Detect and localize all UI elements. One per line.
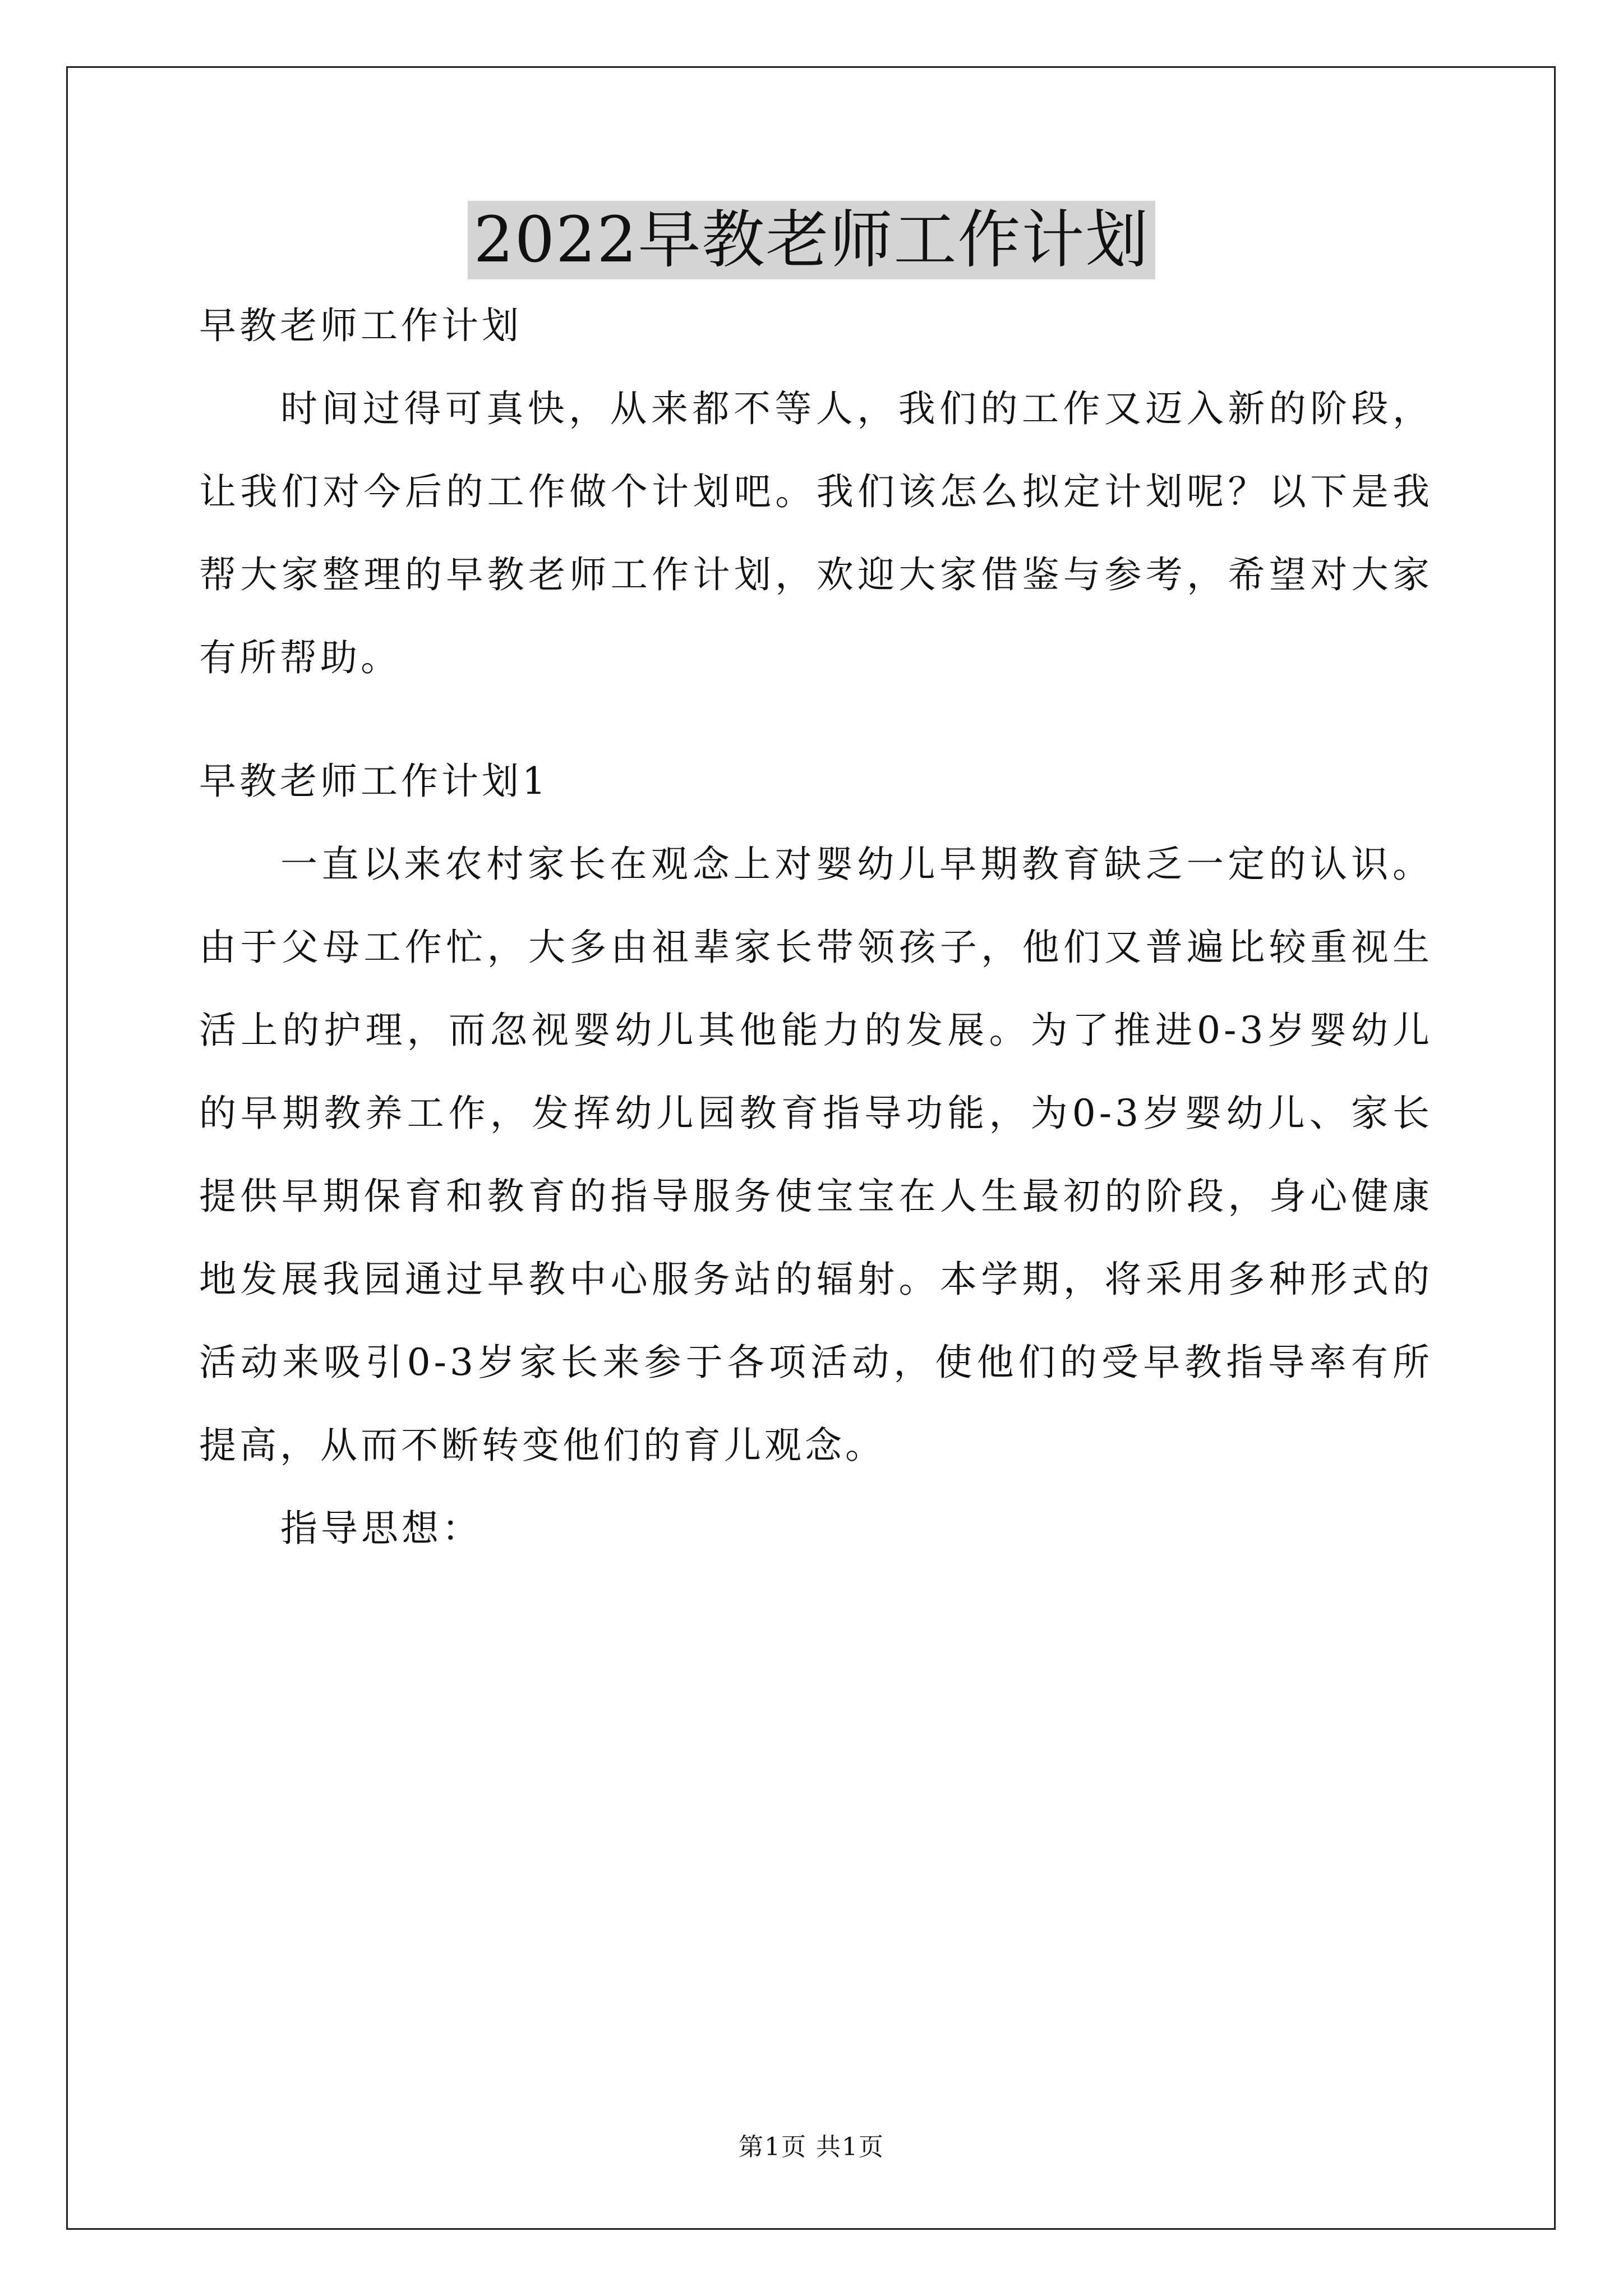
paragraph-line: 提高，从而不断转变他们的育儿观念。 <box>199 1424 886 1467</box>
paragraph-line: 帮大家整理的早教老师工作计划，欢迎大家借鉴与参考，希望对大家 <box>199 553 1433 596</box>
title-container <box>0 201 1623 279</box>
section-heading: 早教老师工作计划 <box>199 304 522 347</box>
section-heading: 早教老师工作计划1 <box>199 760 549 803</box>
document-title: 2022早教老师工作计划 <box>468 201 1155 279</box>
paragraph-line: 有所帮助。 <box>199 636 401 679</box>
paragraph-line: 活上的护理，而忽视婴幼儿其他能力的发展。为了推进0-3岁婴幼儿 <box>199 1009 1433 1052</box>
page-footer: 第1页 共1页 <box>739 2133 884 2161</box>
paragraph-line: 由于父母工作忙，大多由祖辈家长带领孩子，他们又普遍比较重视生 <box>199 926 1433 969</box>
paragraph-line: 提供早期保育和教育的指导服务使宝宝在人生最初的阶段，身心健康 <box>199 1175 1433 1218</box>
document-body <box>199 306 1433 1591</box>
paragraph-line: 时间过得可真快，从来都不等人，我们的工作又迈入新的阶段， <box>280 387 1433 430</box>
paragraph-line: 地发展我园通过早教中心服务站的辐射。本学期，将采用多种形式的 <box>199 1258 1433 1301</box>
paragraph-line: 让我们对今后的工作做个计划吧。我们该怎么拟定计划呢？以下是我 <box>199 470 1433 513</box>
paragraph-line: 一直以来农村家长在观念上对婴幼儿早期教育缺乏一定的认识。 <box>280 843 1433 886</box>
paragraph-line: 活动来吸引0-3岁家长来参于各项活动，使他们的受早教指导率有所 <box>199 1341 1433 1384</box>
subheading-guiding-ideology: 指导思想： <box>280 1507 482 1550</box>
paragraph-line: 的早期教养工作，发挥幼儿园教育指导功能，为0-3岁婴幼儿、家长 <box>199 1092 1433 1135</box>
